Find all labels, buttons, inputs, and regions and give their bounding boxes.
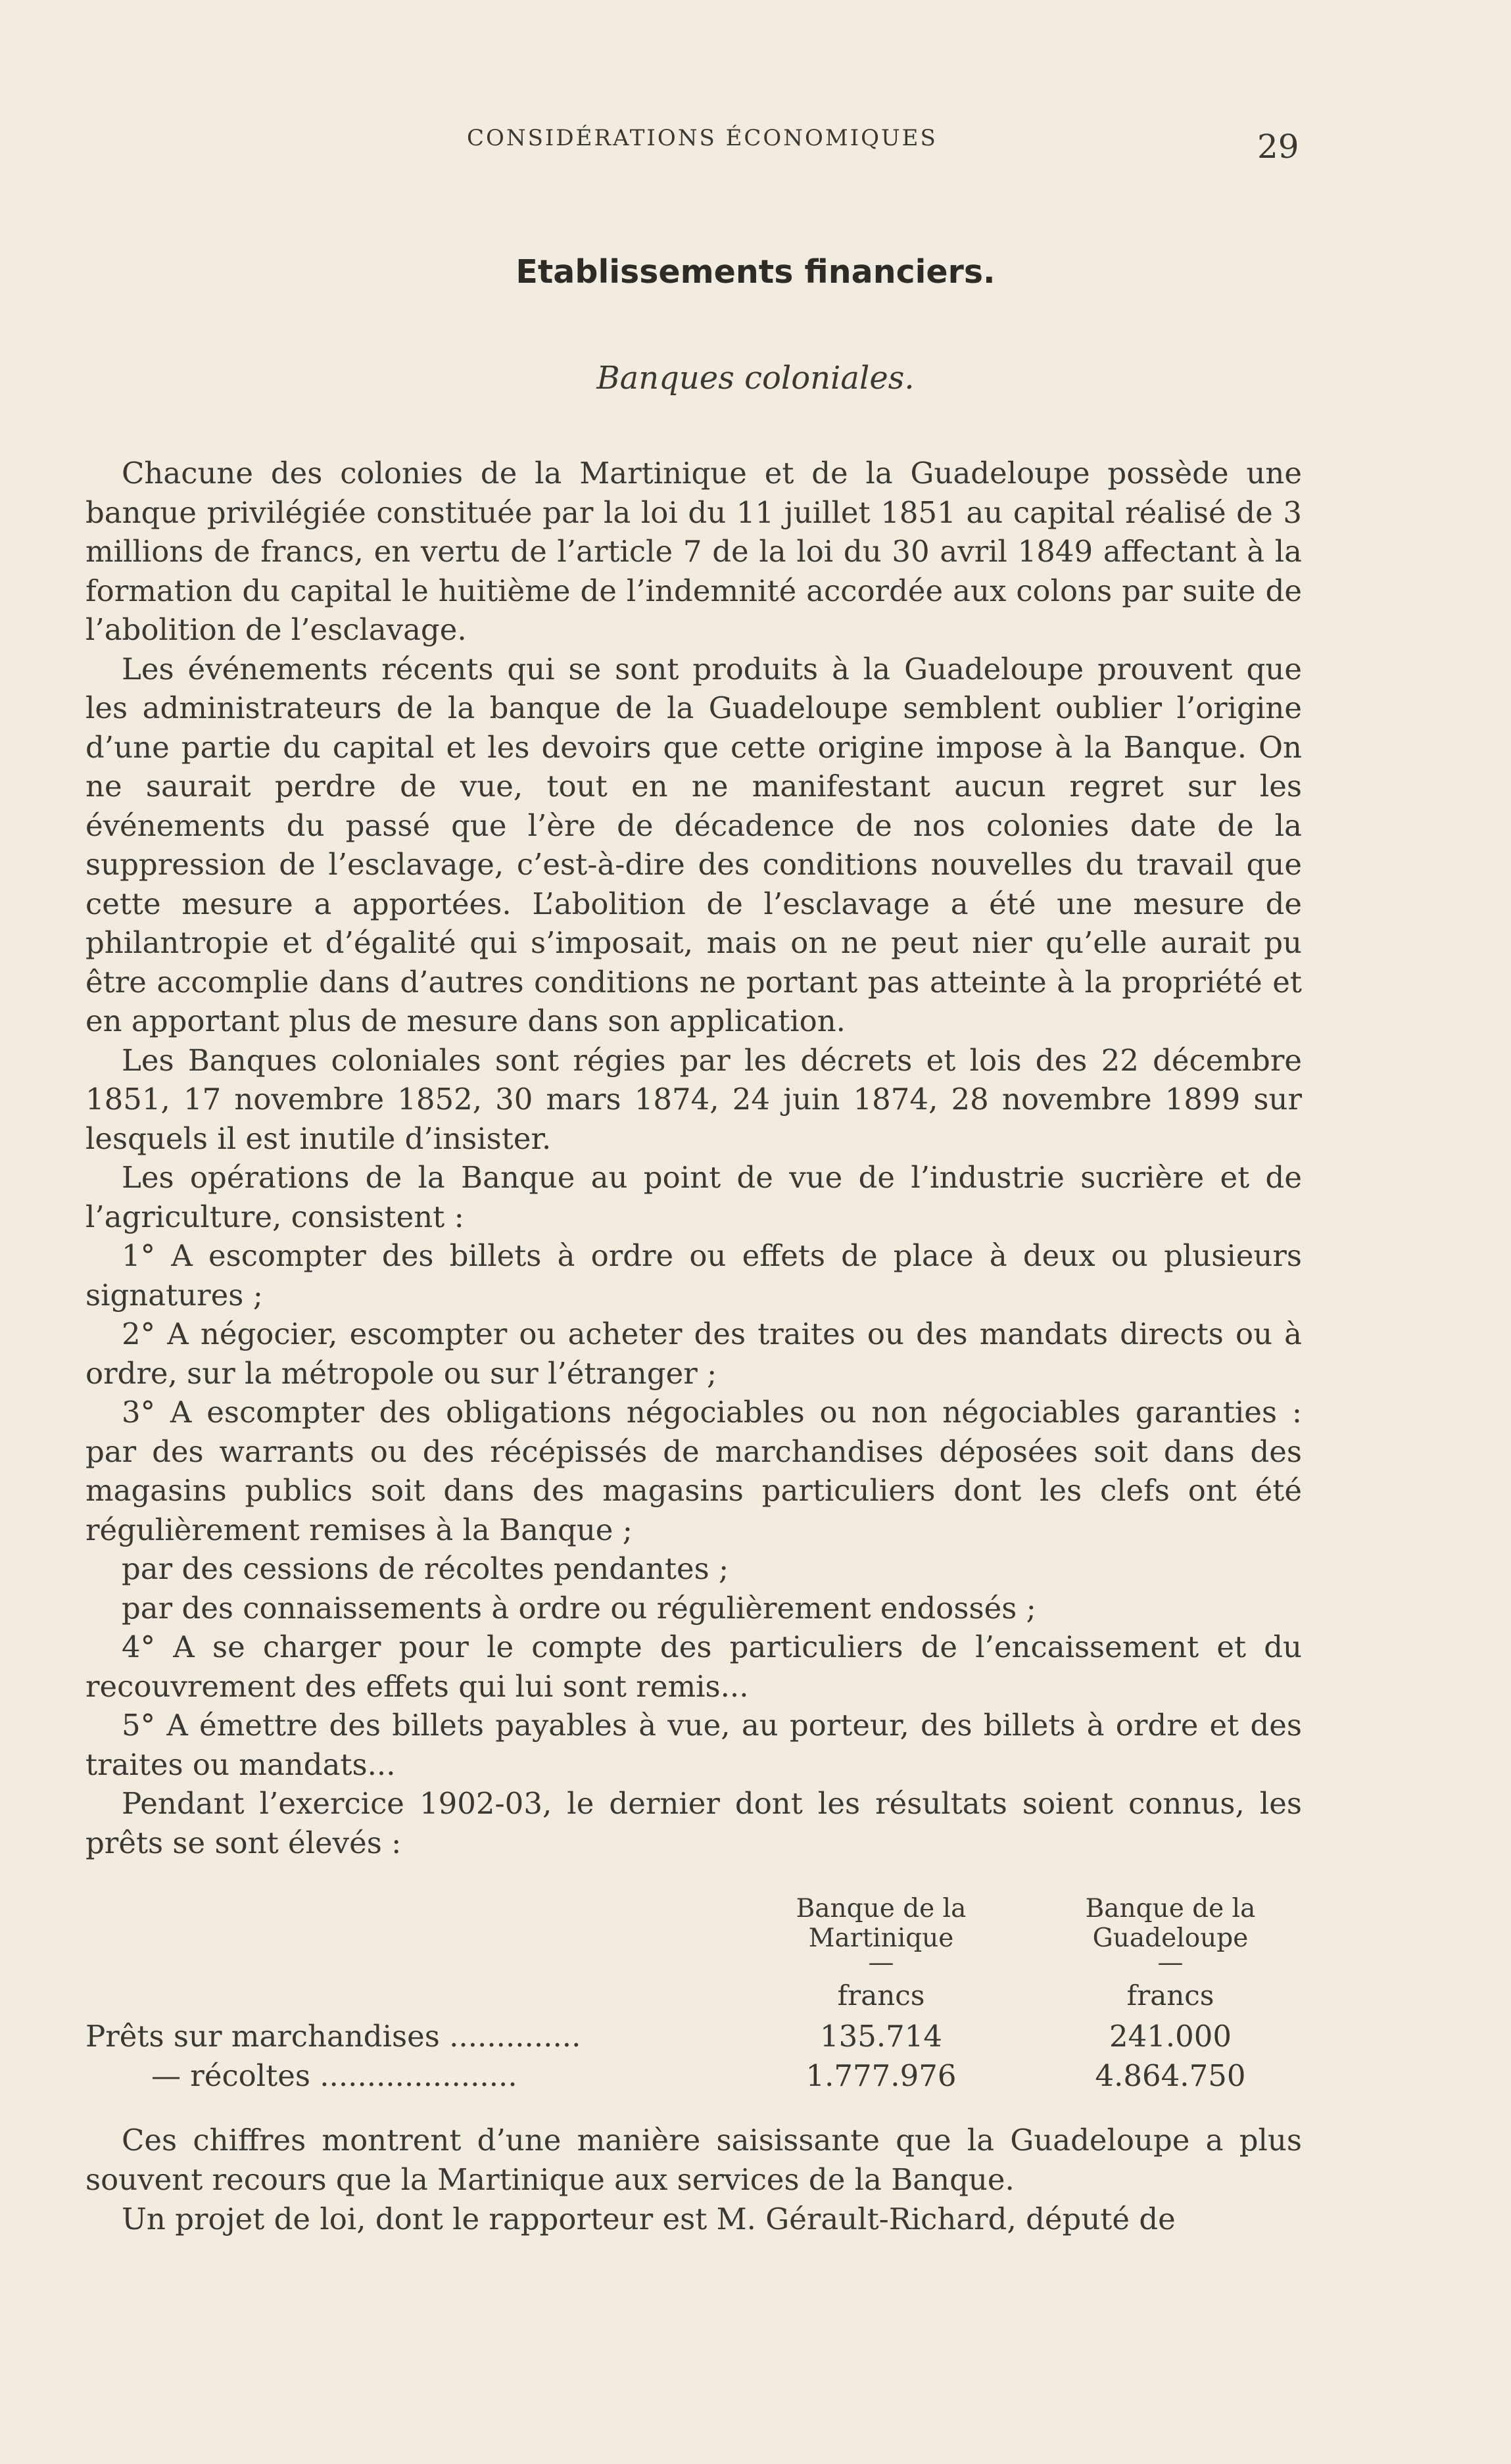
running-title: CONSIDÉRATIONS ÉCONOMIQUES [467,125,938,151]
list-item: 1° A escompter des billets à ordre ou effets de place à deux ou plusieurs signatures ; [85,1238,1302,1313]
row-label: — récoltes ..................... [151,2058,517,2093]
closing-text [85,2121,1302,2239]
paragraph: Ces chiffres montrent d’une manière saisissante que la Guadeloupe a plus souvent recours que la Martinique aux services de la Banque. [85,2123,1302,2197]
table-cell: 1.777.976 [805,2058,957,2093]
paragraph: Les Banques coloniales sont régies par les décrets et lois des 22 décembre 1851, 17 novembre 1852, 30 mars 1874, 24 juin 1874, 28 novembre 1899 sur lesquels il est inutile d’insister. [85,1042,1302,1156]
column-dash: — [1157,1948,1184,1977]
subsection-title: Banques coloniales. [596,360,915,397]
body-text [85,454,1302,1862]
table-row [85,2058,1302,2098]
list-item: 2° A négocier, escompter ou acheter des traites ou des mandats directs ou à ordre, sur la métropole ou sur l’étranger ; [85,1317,1302,1391]
paragraph: Les opérations de la Banque au point de vue de l’industrie sucrière et de l’agriculture, consistent : [85,1160,1302,1234]
column-header-guadeloupe [1065,1894,1276,1977]
running-head [0,125,1511,164]
list-item: 4° A se charger pour le compte des particuliers de l’encaissement et du recouvrement des effets qui lui sont remis... [85,1630,1302,1704]
column-header-line: Banque de la [1085,1894,1256,1923]
paragraph: Pendant l’exercice 1902-03, le dernier dont les résultats soient connus, les prêts se sont élevés : [85,1786,1302,1860]
column-header-line: Banque de la [796,1894,967,1923]
column-unit: francs [1126,1979,1214,2012]
column-dash: — [868,1948,894,1977]
paragraph: Chacune des colonies de la Martinique et de la Guadeloupe possède une banque privilégiée constituée par la loi du 11 juillet 1851 au capital réalisé de 3 millions de francs, en vertu de l’article 7 de la loi du 30 avril 1849 affectant à la formation du capital le huitième de l’indemnité accordée aux colons par suite de l’abolition de l’esclavage. [85,456,1302,647]
table-row [85,2019,1302,2058]
list-subitem: par des cessions de récoltes pendantes ; [122,1551,729,1586]
column-unit: francs [837,1979,925,2012]
table-cell: 135.714 [819,2019,943,2054]
paragraph: Un projet de loi, dont le rapporteur est M. Gérault-Richard, député de [122,2202,1176,2236]
list-subitem: par des connaissements à ordre ou régulièrement endossés ; [122,1590,1036,1626]
table-cell: 4.864.750 [1095,2058,1246,2093]
row-label: Prêts sur marchandises .............. [85,2019,581,2054]
list-item: 5° A émettre des billets payables à vue, au porteur, des billets à ordre et des traites ou mandats... [85,1708,1302,1782]
column-header-martinique [776,1894,986,1977]
list-item: 3° A escompter des obligations négociables ou non négociables garanties : par des warrants ou des récépissés de marchandises déposées soit dans des magasins publics soit dans des magasins particuliers dont les clefs ont été régulièrement remises à la Banque ; [85,1395,1302,1547]
column-header-line: Martinique [808,1923,954,1953]
paragraph: Les événements récents qui se sont produits à la Guadeloupe prouvent que les administrateurs de la banque de la Guadeloupe semblent oublier l’origine d’une partie du capital et les devoirs que cette origine impose à la Banque. On ne saurait perdre de vue, tout en ne manifestant aucun regret sur les événements du passé que l’ère de décadence de nos colonies date de la suppression de l’esclavage, c’est-à-dire des conditions nouvelles du travail que cette mesure a apportées. L’abolition de l’esclavage a été une mesure de philantropie et d’égalité qui s’imposait, mais on ne peut nier qu’elle aurait pu être accomplie dans d’autres conditions ne portant pas atteinte à la propriété et en apportant plus de mesure dans son application. [85,651,1302,1038]
table-cell: 241.000 [1109,2019,1232,2054]
column-header-line: Guadeloupe [1092,1923,1249,1953]
page-number: 29 [1257,128,1299,166]
section-title: Etablissements financiers. [516,253,995,291]
